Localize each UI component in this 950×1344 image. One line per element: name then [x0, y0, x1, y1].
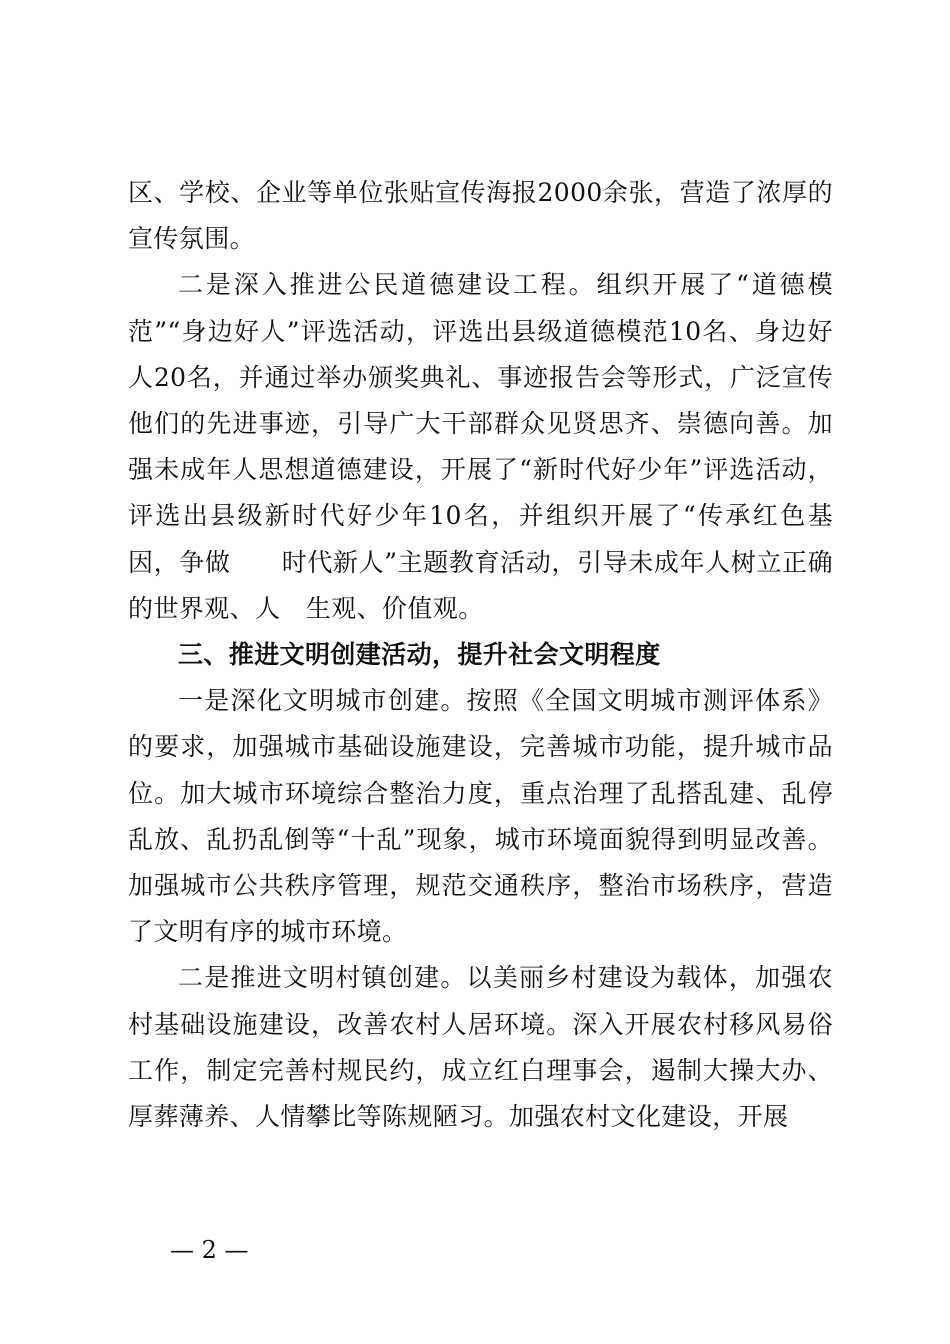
- document-body: [128, 170, 833, 1140]
- paragraph-continuation: 区、学校、企业等单位张贴宣传海报2000余张，营造了浓厚的宣传氛围。: [128, 178, 833, 254]
- paragraph-moral-construction: 二是深入推进公民道德建设工程。组织开展了“道德模范”“身边好人”评选活动，评选出县级道德模范10名、身边好人20名，并通过举办颁奖典礼、事迹报告会等形式，广泛宣传他们的先进事迹，引导广大干部群众见贤思齐、崇德向善。加强未成年人思想道德建设，开展了“新时代好少年”评选活动，评选出县级新时代好少年10名，并组织开展了“传承红色基因，争做 时代新人”主题教育活动，引导未成年人树立正确的世界观、人 生观、价值观。: [128, 270, 833, 623]
- paragraph-civilized-city: 一是深化文明城市创建。按照《全国文明城市测评体系》的要求，加强城市基础设施建设，完善城市功能，提升城市品位。加大城市环境综合整治力度，重点治理了乱搭乱建、乱停乱放、乱扔乱倒等“十乱”现象，城市环境面貌得到明显改善。加强城市公共秩序管理，规范交通秩序，整治市场秩序，营造了文明有序的城市环境。: [128, 686, 833, 947]
- page-number: — 2 —: [170, 1236, 249, 1264]
- paragraph-civilized-village: 二是推进文明村镇创建。以美丽乡村建设为载体，加强农村基础设施建设，改善农村人居环境。深入开展农村移风易俗工作，制定完善村规民约，成立红白理事会，遏制大操大办、厚葬薄养、人情攀比等陈规陋习。加强农村文化建设，开展: [128, 963, 833, 1132]
- section-heading: 三、推进文明创建活动，提升社会文明程度: [178, 640, 661, 670]
